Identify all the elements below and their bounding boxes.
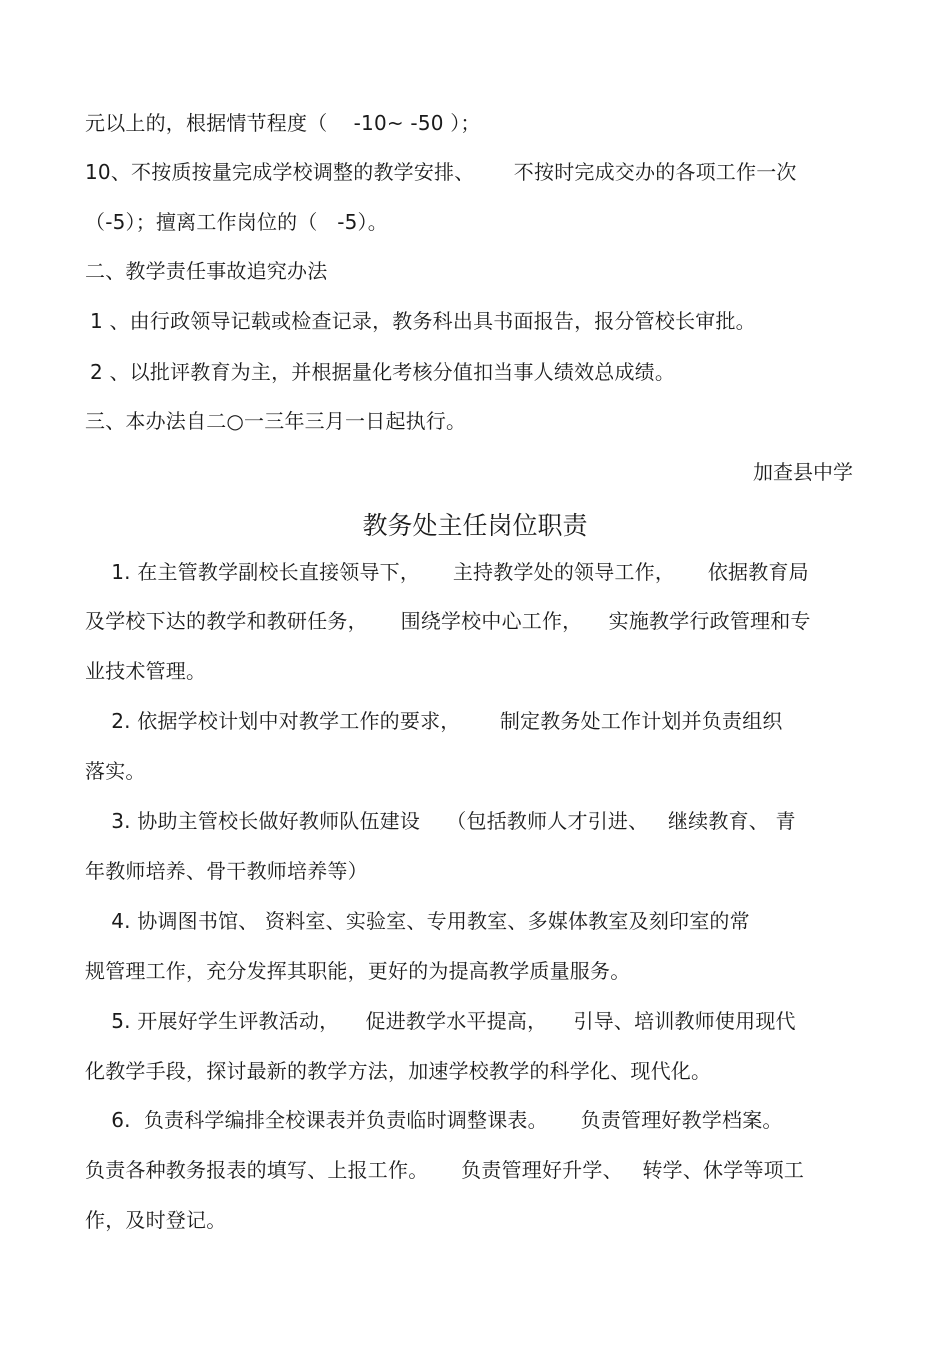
duty-item-3: 3. 协助主管校长做好教师队伍建设 （包括教师人才引进、 继续教育、 青 [85, 809, 796, 833]
item-10-line: 10、不按质按量完成学校调整的教学安排、 不按时完成交办的各项工作一次 [85, 160, 797, 184]
text-line: （-5）；擅离工作岗位的（ -5）。 [85, 210, 388, 234]
duty-item-1: 1. 在主管教学副校长直接领导下， 主持教学处的领导工作， 依据教育局 [85, 560, 809, 584]
duty-item-6: 6. 负责科学编排全校课表并负责临时调整课表。 负责管理好教学档案。 [85, 1108, 783, 1132]
section-heading-2: 二、教学责任事故追究办法 [85, 259, 328, 283]
text-line: 元以上的，根据情节程度（ -10~ -50 ）； [85, 111, 481, 135]
list-item-2: 2 、以批评教育为主，并根据量化考核分值扣当事人绩效总成绩。 [90, 360, 676, 384]
list-item-1: 1 、由行政领导记载或检查记录，教务科出具书面报告，报分管校长审批。 [90, 309, 756, 333]
text-line: 化教学手段，探讨最新的教学方法，加速学校教学的科学化、现代化。 [85, 1059, 712, 1083]
duty-item-5: 5. 开展好学生评教活动， 促进教学水平提高， 引导、培训教师使用现代 [85, 1009, 796, 1033]
duty-item-4: 4. 协调图书馆、 资料室、实验室、专用教室、多媒体教室及刻印室的常 [85, 909, 750, 933]
section-heading-3: 三、本办法自二○一三年三月一日起执行。 [85, 409, 467, 433]
text-line: 负责各种教务报表的填写、上报工作。 负责管理好升学、 转学、休学等项工 [85, 1158, 805, 1182]
text-line: 作，及时登记。 [85, 1208, 227, 1232]
text-line: 业技术管理。 [85, 659, 207, 683]
text-line: 落实。 [85, 759, 146, 783]
text-line: 年教师培养、骨干教师培养等） [85, 859, 368, 883]
duty-item-2: 2. 依据学校计划中对教学工作的要求， 制定教务处工作计划并负责组织 [85, 709, 783, 733]
signature: 加查县中学 [753, 460, 853, 484]
page-title: 教务处主任岗位职责 [362, 511, 588, 540]
text-line: 规管理工作，充分发挥其职能，更好的为提高教学质量服务。 [85, 959, 631, 983]
text-line: 及学校下达的教学和教研任务， 围绕学校中心工作， 实施教学行政管理和专 [85, 609, 811, 633]
